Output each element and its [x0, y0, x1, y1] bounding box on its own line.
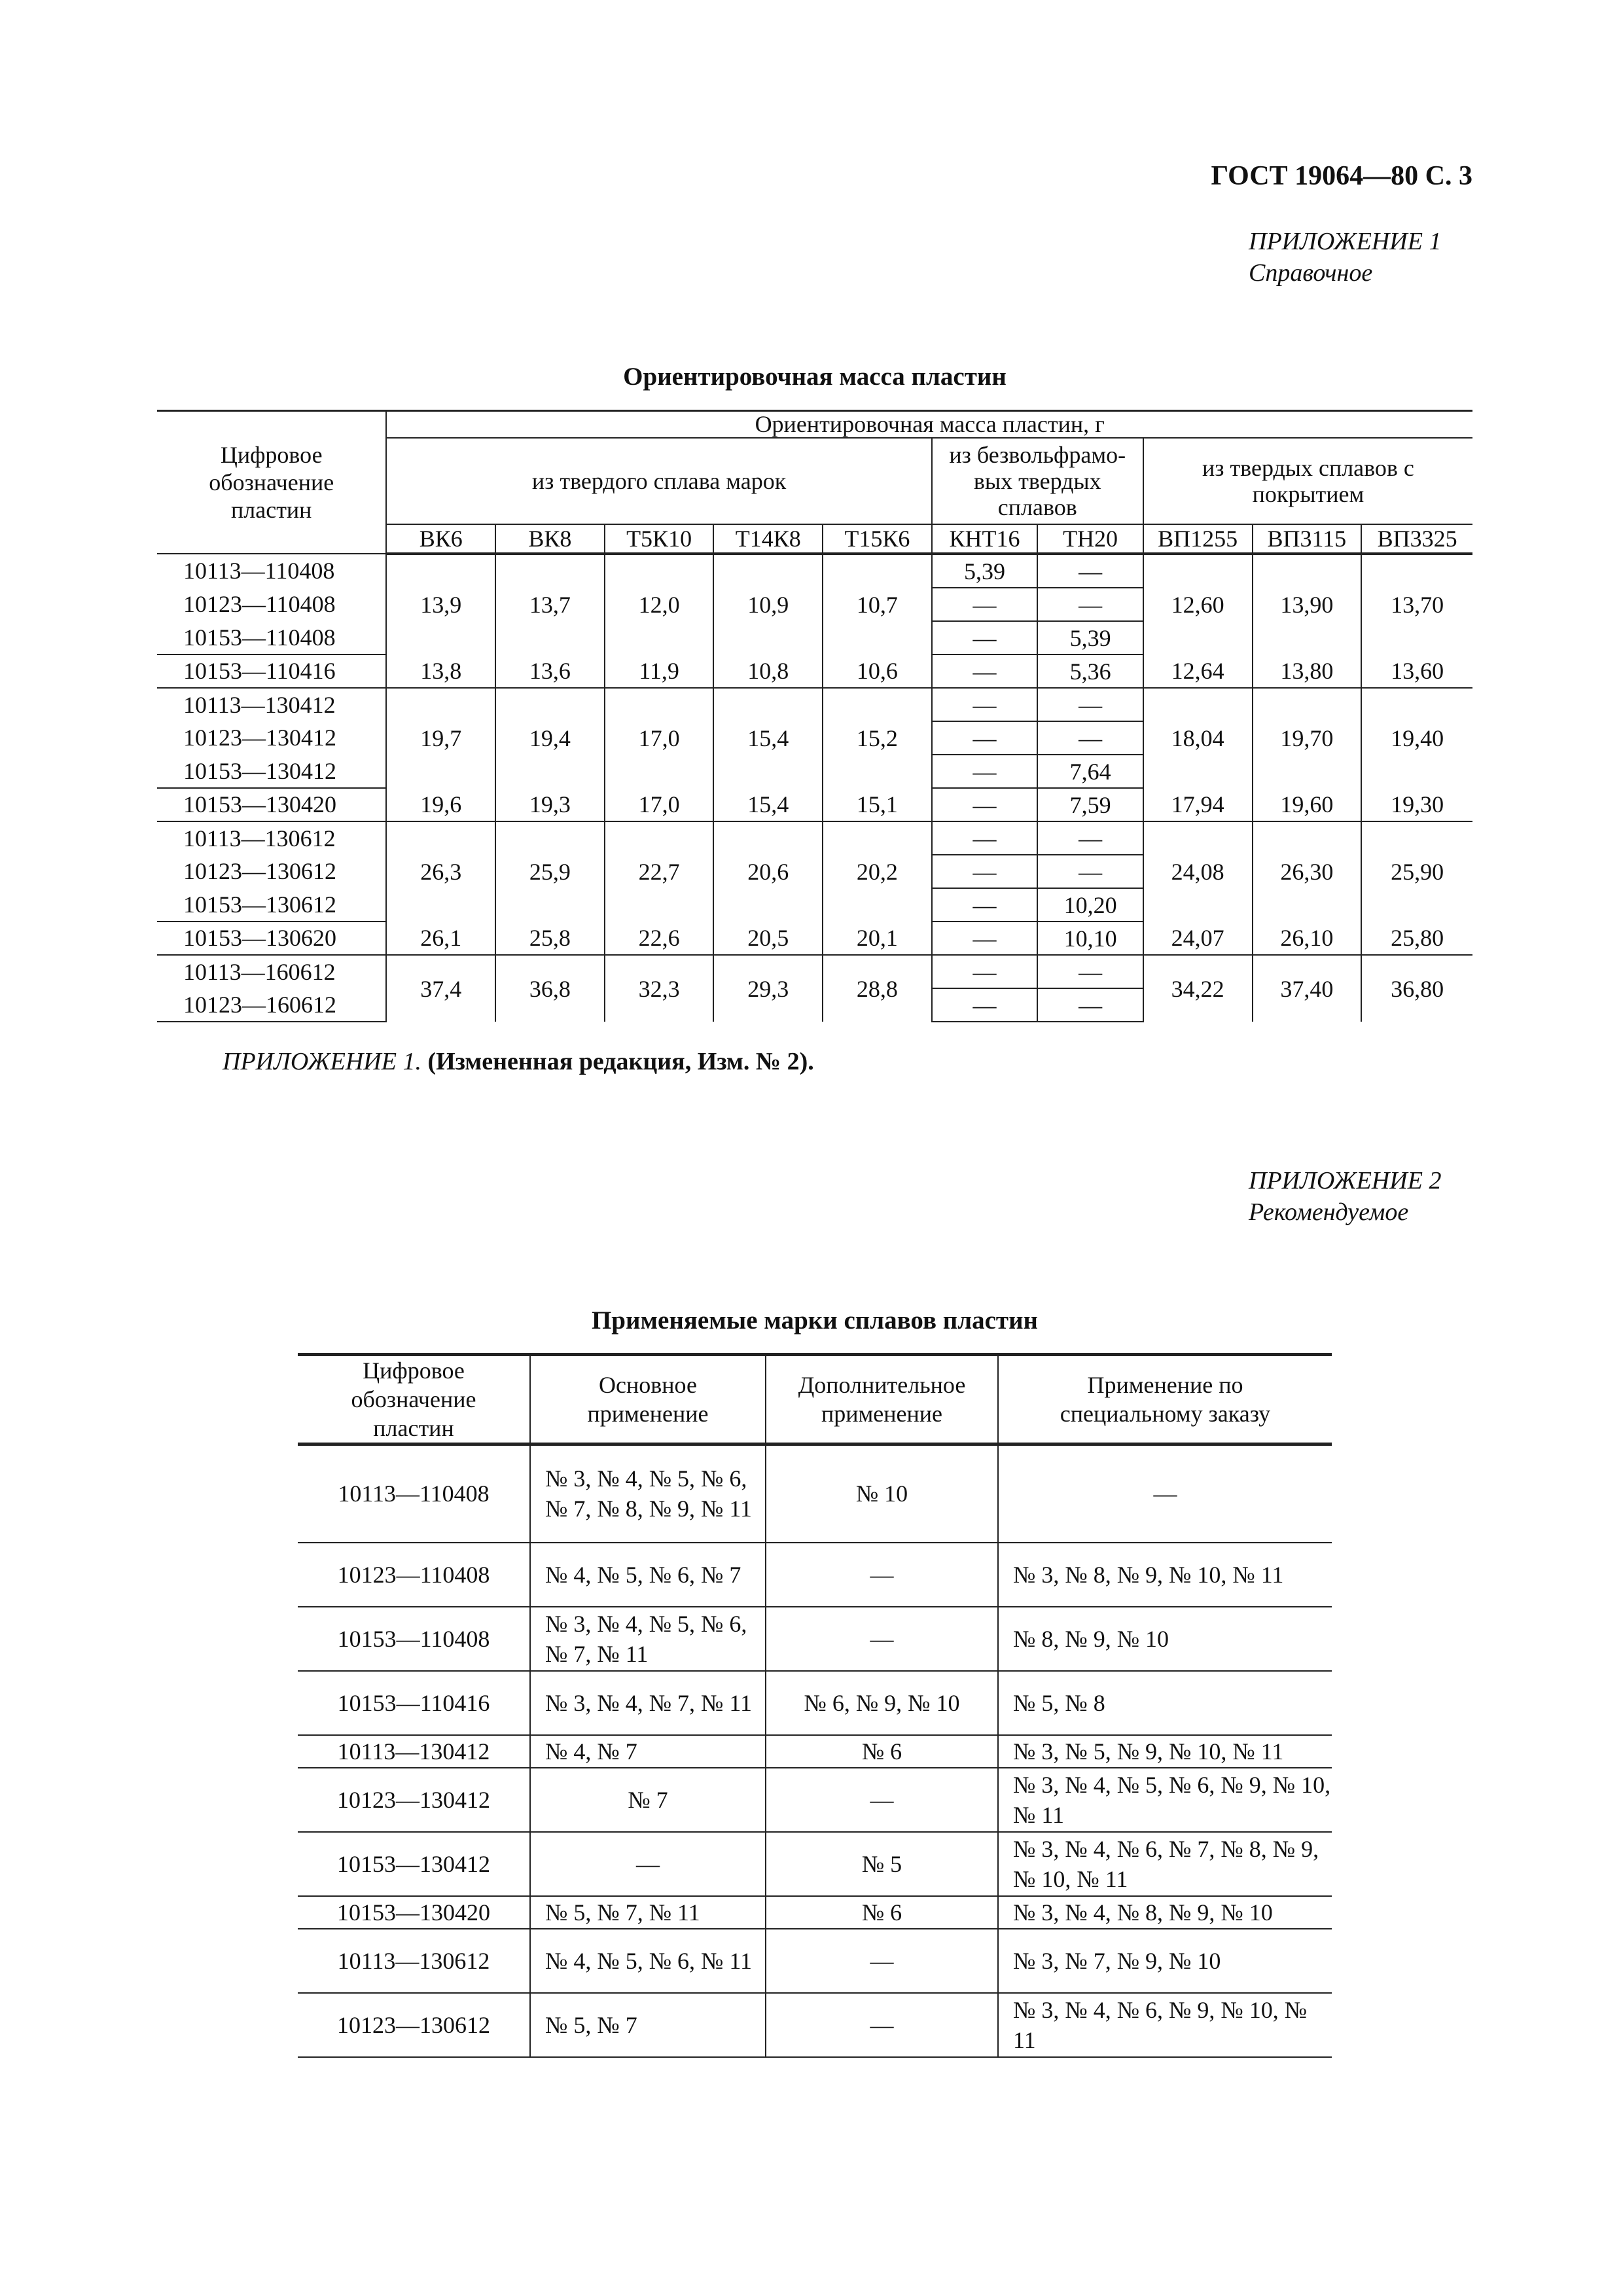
additional-use: —: [766, 1607, 998, 1671]
special-order-use: № 3, № 4, № 6, № 7, № 8, № 9, № 10, № 11: [998, 1832, 1332, 1896]
appendix-2-type: Рекомендуемое: [1249, 1198, 1409, 1226]
table-row: [157, 955, 1472, 988]
plate-code: 10153—130420: [298, 1896, 530, 1929]
main-use: № 3, № 4, № 5, № 6, № 7, № 11: [530, 1607, 766, 1671]
plate-code: 10123—160612: [157, 988, 386, 1022]
plate-code: 10153—130420: [157, 788, 386, 821]
plate-code: 10153—110408: [298, 1607, 530, 1671]
plate-code: 10153—130412: [157, 755, 386, 788]
special-order-use: № 5, № 8: [998, 1671, 1332, 1735]
plate-code: 10153—130620: [157, 922, 386, 955]
appendix-1-label: [1249, 226, 1441, 289]
special-order-use: № 3, № 8, № 9, № 10, № 11: [998, 1543, 1332, 1607]
additional-use: № 6, № 9, № 10: [766, 1671, 998, 1735]
mass-tn20: —: [1037, 821, 1143, 855]
plate-code: 10113—130612: [157, 821, 386, 855]
special-order-use: № 3, № 4, № 6, № 9, № 10, № 11: [998, 1993, 1332, 2057]
additional-use: —: [766, 1768, 998, 1832]
additional-use: —: [766, 1929, 998, 1993]
header-col-grade: ВП3325: [1361, 524, 1472, 554]
header-group-hard: из твердого сплава марок: [386, 438, 931, 524]
mass-hard-alloy: 19,6: [386, 788, 495, 821]
header-col-grade: ТН20: [1037, 524, 1143, 554]
header-mass: Ориентировочная масса пластин, г: [386, 411, 1472, 438]
plate-code: 10113—110408: [298, 1444, 530, 1543]
mass-knt16: —: [932, 821, 1038, 855]
mass-hard-alloy: 15,1: [823, 788, 932, 821]
special-order-use: № 3, № 5, № 9, № 10, № 11: [998, 1735, 1332, 1768]
main-use: № 3, № 4, № 5, № 6, № 7, № 8, № 9, № 11: [530, 1444, 766, 1543]
main-use: № 4, № 5, № 6, № 11: [530, 1929, 766, 1993]
mass-coated-alloy: 34,22: [1143, 955, 1253, 1022]
mass-hard-alloy: 19,4: [495, 688, 605, 788]
plate-code: 10123—110408: [298, 1543, 530, 1607]
header-col-grade: КНТ16: [932, 524, 1038, 554]
mass-coated-alloy: 25,80: [1361, 922, 1472, 955]
mass-coated-alloy: 17,94: [1143, 788, 1253, 821]
mass-knt16: —: [932, 788, 1038, 821]
plate-code: 10113—160612: [157, 955, 386, 988]
mass-coated-alloy: 19,40: [1361, 688, 1472, 788]
plate-code: 10153—130412: [298, 1832, 530, 1896]
mass-hard-alloy: 20,5: [713, 922, 823, 955]
mass-hard-alloy: 17,0: [605, 788, 714, 821]
mass-hard-alloy: 15,4: [713, 788, 823, 821]
mass-hard-alloy: 37,4: [386, 955, 495, 1022]
plate-code: 10123—130612: [298, 1993, 530, 2057]
header-col-grade: ВК6: [386, 524, 495, 554]
mass-knt16: —: [932, 655, 1038, 688]
header-code: Цифровое обозначение пластин: [157, 411, 386, 554]
mass-hard-alloy: 11,9: [605, 655, 714, 688]
mass-coated-alloy: 24,07: [1143, 922, 1253, 955]
mass-knt16: —: [932, 721, 1038, 755]
main-use: № 3, № 4, № 7, № 11: [530, 1671, 766, 1735]
plate-code: 10113—110408: [157, 554, 386, 588]
mass-coated-alloy: 13,60: [1361, 655, 1472, 688]
mass-hard-alloy: 28,8: [823, 955, 932, 1022]
plate-code: 10123—130412: [298, 1768, 530, 1832]
mass-knt16: —: [932, 588, 1038, 621]
mass-hard-alloy: 22,7: [605, 821, 714, 922]
plate-code: 10153—110408: [157, 621, 386, 655]
mass-coated-alloy: 26,10: [1253, 922, 1362, 955]
additional-use: № 6: [766, 1735, 998, 1768]
alloy-grades-table: [298, 1355, 1332, 2058]
additional-use: № 5: [766, 1832, 998, 1896]
appendix-2-title: ПРИЛОЖЕНИЕ 2: [1249, 1167, 1442, 1194]
mass-knt16: —: [932, 922, 1038, 955]
additional-use: —: [766, 1993, 998, 2057]
mass-hard-alloy: 15,2: [823, 688, 932, 788]
header-col-grade: Т14К8: [713, 524, 823, 554]
table-row: [298, 1735, 1332, 1768]
mass-coated-alloy: 24,08: [1143, 821, 1253, 922]
mass-hard-alloy: 10,8: [713, 655, 823, 688]
change-note: [223, 1047, 814, 1076]
mass-hard-alloy: 25,9: [495, 821, 605, 922]
header-main-use: Основное применение: [530, 1355, 766, 1444]
mass-tn20: —: [1037, 721, 1143, 755]
table-row: [298, 1607, 1332, 1671]
mass-hard-alloy: 29,3: [713, 955, 823, 1022]
mass-hard-alloy: 22,6: [605, 922, 714, 955]
table-row: [298, 1671, 1332, 1735]
table-1-title: Ориентировочная масса пластин: [623, 363, 1007, 391]
table-row: [298, 1768, 1332, 1832]
mass-knt16: 5,39: [932, 554, 1038, 588]
mass-knt16: —: [932, 688, 1038, 721]
mass-hard-alloy: 26,3: [386, 821, 495, 922]
header-col-grade: Т5К10: [605, 524, 714, 554]
table-2-title: Применяемые марки сплавов пластин: [591, 1306, 1039, 1335]
mass-coated-alloy: 13,80: [1253, 655, 1362, 688]
header-special-order: Применение по специальному заказу: [998, 1355, 1332, 1444]
header-additional-use: Дополнительное применение: [766, 1355, 998, 1444]
mass-coated-alloy: 19,60: [1253, 788, 1362, 821]
mass-knt16: —: [932, 855, 1038, 888]
mass-hard-alloy: 20,2: [823, 821, 932, 922]
appendix-1-title: ПРИЛОЖЕНИЕ 1: [1249, 228, 1442, 255]
mass-coated-alloy: 26,30: [1253, 821, 1362, 922]
mass-hard-alloy: 32,3: [605, 955, 714, 1022]
header-col-grade: ВК8: [495, 524, 605, 554]
mass-hard-alloy: 19,3: [495, 788, 605, 821]
main-use: № 5, № 7: [530, 1993, 766, 2057]
mass-tn20: 7,59: [1037, 788, 1143, 821]
mass-table: [157, 411, 1472, 1022]
table-row: [157, 922, 1472, 955]
main-use: № 7: [530, 1768, 766, 1832]
mass-knt16: —: [932, 621, 1038, 655]
plate-code: 10153—110416: [157, 655, 386, 688]
mass-hard-alloy: 10,6: [823, 655, 932, 688]
special-order-use: —: [998, 1444, 1332, 1543]
special-order-use: № 3, № 4, № 8, № 9, № 10: [998, 1896, 1332, 1929]
plate-code: 10153—110416: [298, 1671, 530, 1735]
mass-tn20: 10,10: [1037, 922, 1143, 955]
mass-tn20: —: [1037, 588, 1143, 621]
plate-code: 10153—130612: [157, 888, 386, 922]
header-col-grade: Т15К6: [823, 524, 932, 554]
change-note-text: (Измененная редакция, Изм. № 2).: [427, 1048, 814, 1075]
mass-coated-alloy: 37,40: [1253, 955, 1362, 1022]
mass-hard-alloy: 13,6: [495, 655, 605, 688]
main-use: № 5, № 7, № 11: [530, 1896, 766, 1929]
mass-coated-alloy: 19,30: [1361, 788, 1472, 821]
mass-coated-alloy: 12,64: [1143, 655, 1253, 688]
mass-hard-alloy: 10,7: [823, 554, 932, 655]
mass-hard-alloy: 20,1: [823, 922, 932, 955]
plate-code: 10113—130412: [298, 1735, 530, 1768]
mass-coated-alloy: 13,70: [1361, 554, 1472, 655]
mass-coated-alloy: 12,60: [1143, 554, 1253, 655]
mass-tn20: 7,64: [1037, 755, 1143, 788]
mass-tn20: —: [1037, 554, 1143, 588]
plate-code: 10123—130612: [157, 855, 386, 888]
mass-hard-alloy: 19,7: [386, 688, 495, 788]
mass-tn20: —: [1037, 855, 1143, 888]
table-row: [298, 1993, 1332, 2057]
mass-tn20: —: [1037, 688, 1143, 721]
mass-hard-alloy: 26,1: [386, 922, 495, 955]
special-order-use: № 3, № 7, № 9, № 10: [998, 1929, 1332, 1993]
mass-tn20: —: [1037, 988, 1143, 1022]
additional-use: —: [766, 1543, 998, 1607]
mass-hard-alloy: 12,0: [605, 554, 714, 655]
table-row: [298, 1444, 1332, 1543]
table-row: [157, 554, 1472, 588]
mass-hard-alloy: 13,8: [386, 655, 495, 688]
change-note-prefix: ПРИЛОЖЕНИЕ 1.: [223, 1048, 421, 1075]
mass-tn20: 5,39: [1037, 621, 1143, 655]
document-header: ГОСТ 19064—80 С. 3: [1211, 161, 1472, 191]
plate-code: 10123—110408: [157, 588, 386, 621]
table-row: [157, 655, 1472, 688]
plate-code: 10113—130612: [298, 1929, 530, 1993]
appendix-1-type: Справочное: [1249, 259, 1373, 287]
mass-hard-alloy: 17,0: [605, 688, 714, 788]
table-row: [157, 788, 1472, 821]
main-use: —: [530, 1832, 766, 1896]
mass-coated-alloy: 19,70: [1253, 688, 1362, 788]
mass-knt16: —: [932, 955, 1038, 988]
header-col-grade: ВП1255: [1143, 524, 1253, 554]
appendix-2-label: [1249, 1165, 1441, 1228]
header-plate-code: Цифровое обозначение пластин: [298, 1355, 530, 1444]
mass-hard-alloy: 36,8: [495, 955, 605, 1022]
header-group-coated: из твердых сплавов с покрытием: [1143, 438, 1472, 524]
plate-code: 10113—130412: [157, 688, 386, 721]
table-1-header-row: [157, 411, 1472, 438]
table-row: [298, 1543, 1332, 1607]
additional-use: № 6: [766, 1896, 998, 1929]
mass-hard-alloy: 13,7: [495, 554, 605, 655]
mass-coated-alloy: 25,90: [1361, 821, 1472, 922]
mass-tn20: 10,20: [1037, 888, 1143, 922]
mass-hard-alloy: 20,6: [713, 821, 823, 922]
mass-coated-alloy: 13,90: [1253, 554, 1362, 655]
main-use: № 4, № 5, № 6, № 7: [530, 1543, 766, 1607]
mass-knt16: —: [932, 888, 1038, 922]
table-row: [157, 821, 1472, 855]
header-col-grade: ВП3115: [1253, 524, 1362, 554]
table-2-header-row: [298, 1355, 1332, 1444]
header-group-tungsten-free: из безвольфрамо-вых твердых сплавов: [932, 438, 1143, 524]
special-order-use: № 8, № 9, № 10: [998, 1607, 1332, 1671]
table-row: [298, 1832, 1332, 1896]
mass-hard-alloy: 13,9: [386, 554, 495, 655]
mass-tn20: 5,36: [1037, 655, 1143, 688]
main-use: № 4, № 7: [530, 1735, 766, 1768]
additional-use: № 10: [766, 1444, 998, 1543]
mass-knt16: —: [932, 988, 1038, 1022]
mass-tn20: —: [1037, 955, 1143, 988]
mass-coated-alloy: 18,04: [1143, 688, 1253, 788]
table-row: [298, 1929, 1332, 1993]
mass-hard-alloy: 15,4: [713, 688, 823, 788]
table-row: [298, 1896, 1332, 1929]
mass-hard-alloy: 25,8: [495, 922, 605, 955]
special-order-use: № 3, № 4, № 5, № 6, № 9, № 10, № 11: [998, 1768, 1332, 1832]
mass-knt16: —: [932, 755, 1038, 788]
mass-coated-alloy: 36,80: [1361, 955, 1472, 1022]
plate-code: 10123—130412: [157, 721, 386, 755]
mass-hard-alloy: 10,9: [713, 554, 823, 655]
table-row: [157, 688, 1472, 721]
